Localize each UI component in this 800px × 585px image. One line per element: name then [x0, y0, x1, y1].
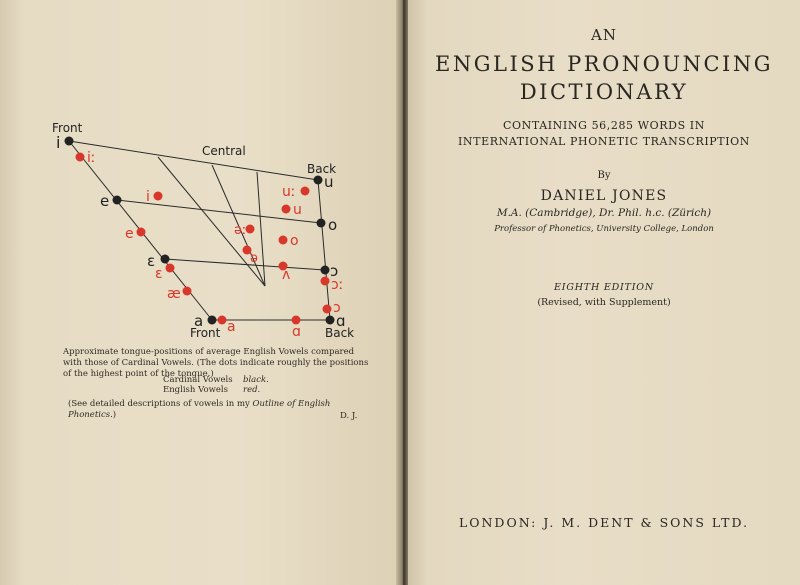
english-vowel-dot: [323, 305, 332, 314]
english-vowel-dot: [76, 153, 85, 162]
english-vowel-label: uː: [282, 184, 296, 200]
cardinal-vowel-label: ɑ: [336, 312, 346, 330]
front-label: Front: [52, 121, 83, 135]
title-an: AN: [591, 26, 617, 44]
english-vowel-dot: [166, 264, 175, 273]
english-vowel-dot: [218, 316, 227, 325]
see-note-prefix: (See detailed descriptions of vowels in my: [68, 399, 253, 409]
author-position: Professor of Phonetics, University College, London: [494, 224, 714, 234]
title-line-2: DICTIONARY: [519, 80, 689, 104]
left-page: [0, 0, 398, 585]
english-vowel-dot: [321, 277, 330, 286]
english-vowel-dot: [282, 205, 291, 214]
cardinal-vowel-dot: [314, 176, 323, 185]
publisher: LONDON: J. M. DENT & SONS LTD.: [458, 515, 750, 530]
containing-line-2: INTERNATIONAL PHONETIC TRANSCRIPTION: [457, 135, 750, 148]
back-label: Back: [307, 162, 337, 176]
cardinal-vowel-label: ɛ: [147, 252, 156, 270]
english-vowel-label: iː: [87, 150, 96, 166]
right-page: [408, 0, 800, 585]
book-title: [408, 50, 800, 106]
see-note-title: Outline of English Phonetics.: [68, 399, 331, 420]
english-vowel-label: ɔ: [333, 300, 341, 316]
english-vowel-dot: [154, 192, 163, 201]
english-vowel-dot: [137, 228, 146, 237]
english-vowel-label: æ: [167, 286, 181, 302]
cardinal-vowel-label: e: [100, 192, 110, 210]
english-vowel-dot: [183, 287, 192, 296]
containing-line-1: CONTAINING 56,285 WORDS IN: [503, 119, 705, 132]
cardinal-vowel-dot: [161, 255, 170, 264]
cardinal-vowel-dot: [317, 219, 326, 228]
english-vowel-label: u: [293, 202, 302, 218]
cardinal-vowel-label: o: [328, 216, 338, 234]
cardinal-vowel-dot: [321, 266, 330, 275]
english-vowel-label: e: [125, 226, 134, 242]
legend-cardinal-label: Cardinal Vowels: [163, 375, 233, 385]
diagram-line: [257, 172, 265, 286]
revised-note: (Revised, with Supplement): [537, 297, 671, 308]
author-degrees: M.A. (Cambridge), Dr. Phil. h.c. (Zürich): [496, 207, 712, 219]
containing-text: [408, 118, 800, 150]
central-label: Central: [202, 144, 246, 158]
cardinal-vowel-dot: [326, 316, 335, 325]
legend-cardinal-value: black.: [243, 375, 269, 385]
english-vowel-label: ʌ: [282, 267, 291, 283]
english-vowel-label: ɔː: [331, 277, 344, 293]
english-vowel-label: a: [227, 319, 236, 335]
cardinal-vowel-dot: [65, 137, 74, 146]
diagram-line: [165, 259, 325, 270]
cardinal-vowel-dot: [113, 196, 122, 205]
english-vowel-label: əː: [234, 223, 247, 238]
english-vowel-dot: [246, 225, 255, 234]
see-note: [68, 399, 368, 421]
cardinal-vowel-dot: [208, 316, 217, 325]
title-line-1: ENGLISH PRONOUNCING: [435, 52, 773, 76]
diagram-line: [318, 180, 330, 320]
cardinal-vowel-label: ɔ: [330, 262, 339, 280]
front-bottom-label: Front: [190, 326, 221, 340]
author-name: DANIEL JONES: [540, 188, 668, 204]
by-label: By: [597, 170, 611, 181]
english-vowel-label: ɑ: [292, 324, 301, 340]
legend-english-label: English Vowels: [163, 385, 228, 395]
vowel-diagram: [0, 0, 398, 345]
diagram-caption: Approximate tongue-positions of average English Vowels compared with those of Cardinal Vowels. (The dots indicate roughly the positions of the highest point of the tongue.): [63, 347, 369, 379]
back-bottom-label: Back: [325, 326, 355, 340]
cardinal-vowel-label: i: [56, 133, 61, 152]
initials: D. J.: [340, 411, 358, 421]
english-vowel-label: i: [146, 189, 150, 205]
cardinal-vowel-label: a: [194, 312, 204, 330]
edition: EIGHTH EDITION: [554, 282, 654, 293]
see-note-suffix: ): [112, 410, 117, 420]
english-vowel-label: ɛ: [155, 266, 163, 282]
diagram-line: [69, 141, 318, 180]
english-vowel-dot: [279, 236, 288, 245]
english-vowel-label: o: [290, 233, 299, 249]
cardinal-vowel-label: u: [324, 173, 334, 191]
legend-english-value: red.: [243, 385, 261, 395]
english-vowel-dot: [301, 187, 310, 196]
english-vowel-label: ə: [250, 251, 258, 266]
